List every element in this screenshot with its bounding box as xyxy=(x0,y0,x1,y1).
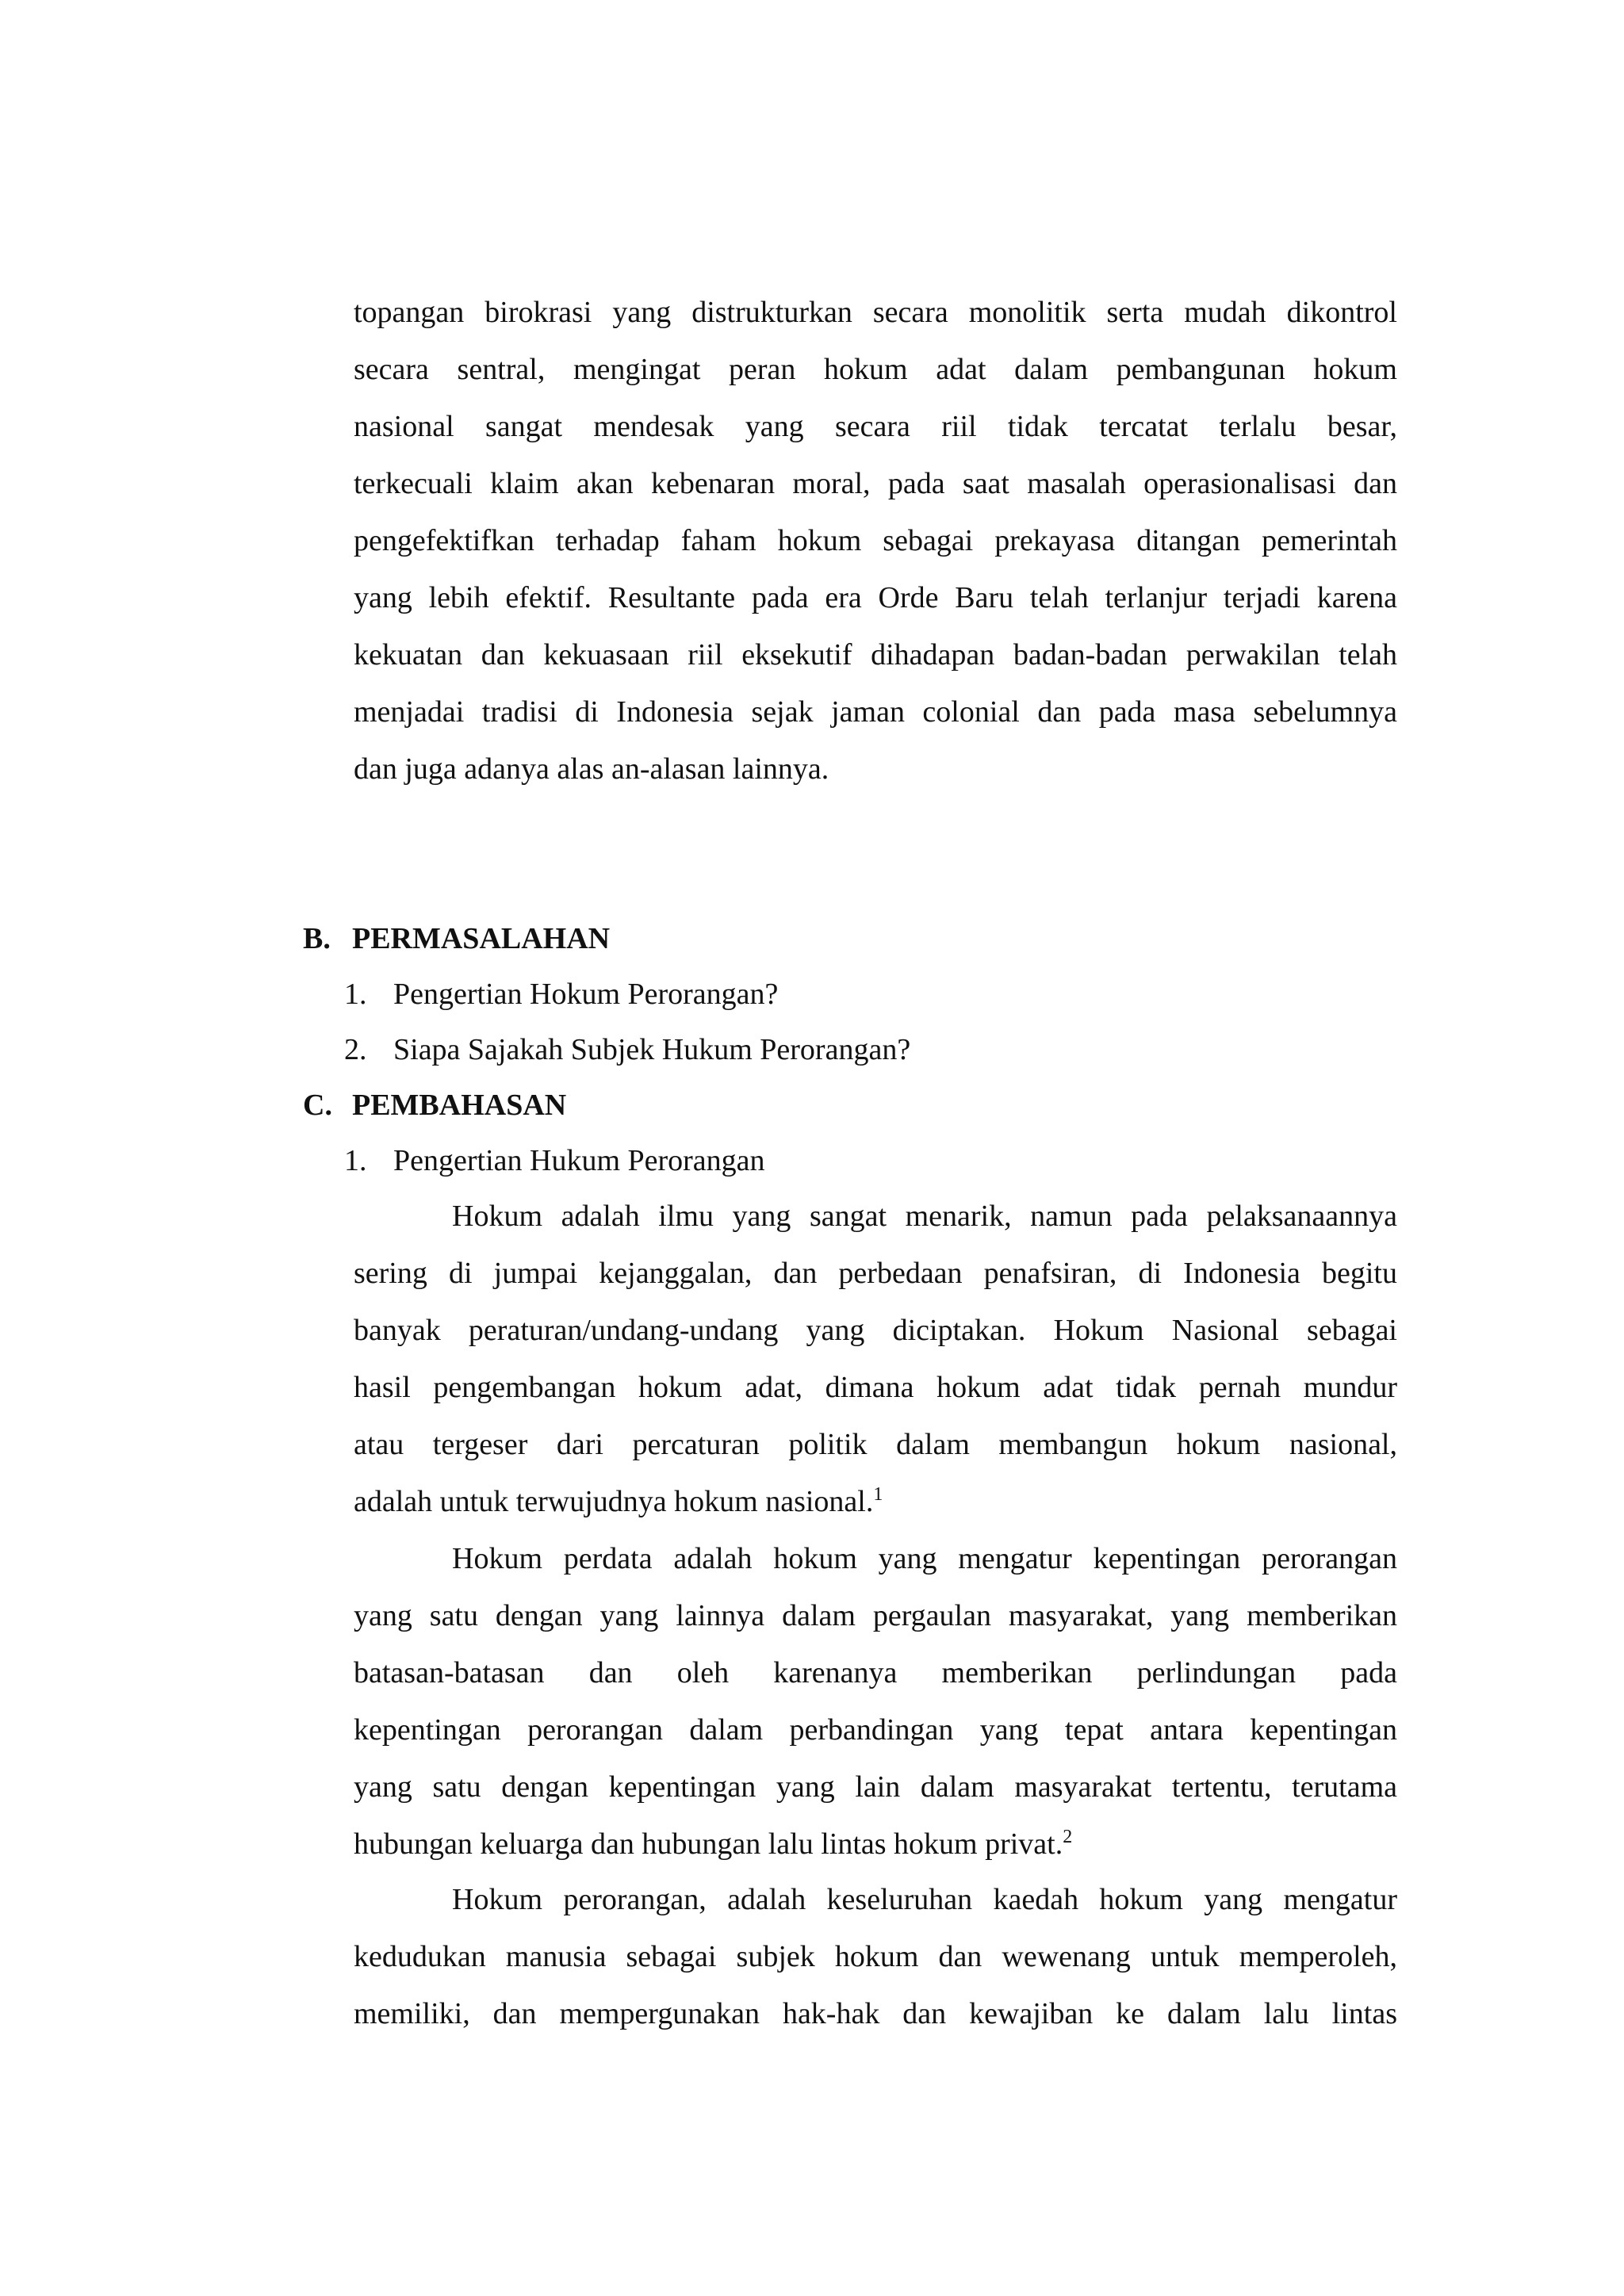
text-line: Hokum perorangan, adalah keseluruhan kaedah hokum yang mengatur xyxy=(452,1883,1397,1916)
footnote-ref[interactable]: 1 xyxy=(873,1484,883,1505)
footnote-ref[interactable]: 2 xyxy=(1063,1827,1073,1847)
text-line: topangan birokrasi yang distrukturkan secara monolitik serta mudah dikontrol xyxy=(354,296,1397,329)
text: adalah untuk terwujudnya hokum nasional. xyxy=(354,1485,874,1518)
text-line: secara sentral, mengingat peran hokum adat dalam pembangunan hokum xyxy=(354,353,1397,386)
subheading-text: Pengertian Hukum Perorangan xyxy=(393,1144,765,1177)
text-line: Hokum adalah ilmu yang sangat menarik, namun pada pelaksanaannya xyxy=(452,1200,1397,1233)
intro-paragraph xyxy=(354,292,1397,806)
text-line: sering di jumpai kejanggalan, dan perbedaan penafsiran, di Indonesia begitu xyxy=(354,1257,1397,1290)
list-number: 2. xyxy=(344,1033,367,1066)
text-line: pengefektifkan terhadap faham hokum sebagai prekayasa ditangan pemerintah xyxy=(354,524,1397,557)
section-title: PEMBAHASAN xyxy=(352,1089,567,1122)
text-line: yang lebih efektif. Resultante pada era Orde Baru telah terlanjur terjadi karena xyxy=(354,581,1397,614)
section-letter: B. xyxy=(303,922,331,955)
text-line: kekuatan dan kekuasaan riil eksekutif dihadapan badan-badan perwakilan telah xyxy=(354,638,1397,672)
list-number: 1. xyxy=(344,978,367,1011)
list-text: Pengertian Hokum Perorangan? xyxy=(393,978,779,1011)
text-line: memiliki, dan mempergunakan hak-hak dan kewajiban ke dalam lalu lintas xyxy=(354,1997,1397,2030)
text-line-last xyxy=(354,1481,1397,1538)
text-line: kepentingan perorangan dalam perbandingan yang tepat antara kepentingan xyxy=(354,1713,1397,1747)
text-line: terkecuali klaim akan kebenaran moral, pada saat masalah operasionalisasi dan xyxy=(354,467,1397,500)
paragraph-3 xyxy=(354,1879,1397,2050)
subheading xyxy=(344,1140,765,1181)
section-title: PERMASALAHAN xyxy=(352,922,611,955)
list-number: 1. xyxy=(344,1144,367,1177)
text: hubungan keluarga dan hubungan lalu lintas hokum privat. xyxy=(354,1827,1063,1861)
text-line: dan juga adanya alas an-alasan lainnya. xyxy=(354,752,829,786)
section-c-heading xyxy=(303,1085,566,1126)
paragraph-1 xyxy=(354,1196,1397,1538)
list-item xyxy=(344,1029,910,1070)
list-text: Siapa Sajakah Subjek Hukum Perorangan? xyxy=(393,1033,911,1066)
list-item xyxy=(344,974,778,1015)
paragraph-2 xyxy=(354,1538,1397,1881)
text-line: menjadai tradisi di Indonesia sejak jaman colonial dan pada masa sebelumnya xyxy=(354,695,1397,729)
text-line: atau tergeser dari percaturan politik dalam membangun hokum nasional, xyxy=(354,1428,1397,1461)
section-letter: C. xyxy=(303,1089,332,1122)
text-line: Hokum perdata adalah hokum yang mengatur kepentingan perorangan xyxy=(452,1542,1397,1575)
text-line: kedudukan manusia sebagai subjek hokum dan wewenang untuk memperoleh, xyxy=(354,1940,1397,1973)
text-line: yang satu dengan yang lainnya dalam pergaulan masyarakat, yang memberikan xyxy=(354,1599,1397,1632)
text-line: batasan-batasan dan oleh karenanya memberikan perlindungan pada xyxy=(354,1656,1397,1689)
section-b-heading xyxy=(303,918,610,959)
text-line: nasional sangat mendesak yang secara riil tidak tercatat terlalu besar, xyxy=(354,410,1397,443)
text-line-last xyxy=(354,1823,1397,1881)
text-line: yang satu dengan kepentingan yang lain dalam masyarakat tertentu, terutama xyxy=(354,1770,1397,1804)
text-line: hasil pengembangan hokum adat, dimana hokum adat tidak pernah mundur xyxy=(354,1371,1397,1404)
text-line: banyak peraturan/undang-undang yang diciptakan. Hokum Nasional sebagai xyxy=(354,1314,1397,1347)
